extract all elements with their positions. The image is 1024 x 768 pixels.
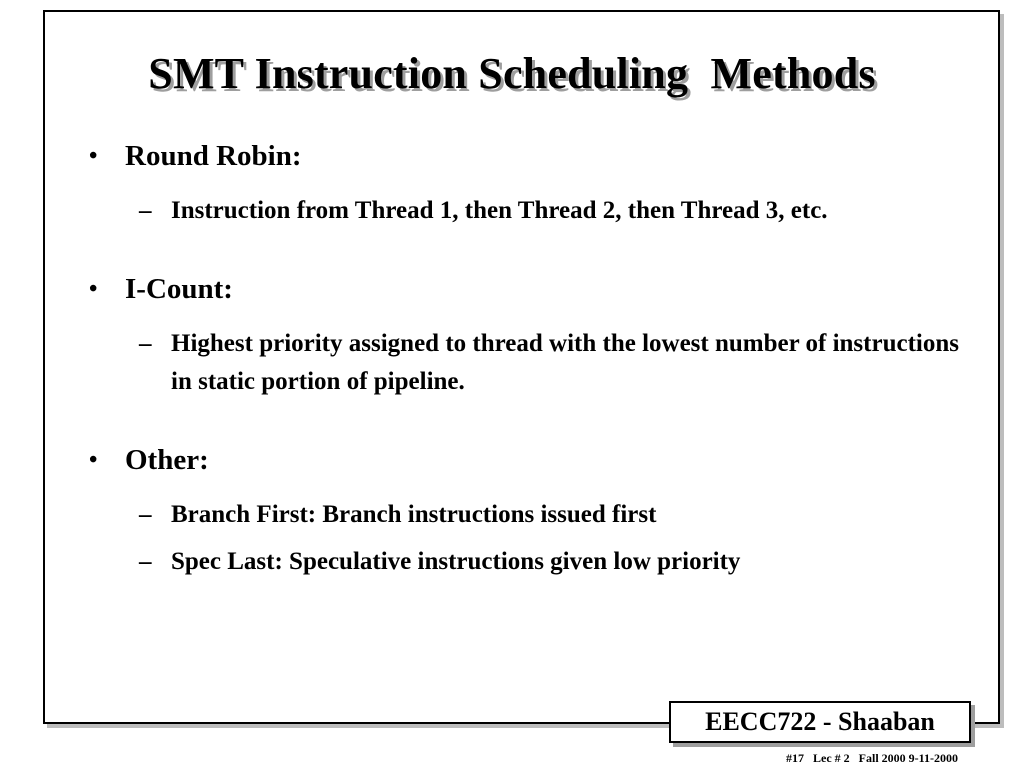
sub-bullet-text: Highest priority assigned to thread with the lowest number of instructions in static portion of pipeline.: [171, 330, 959, 395]
section-heading: Other:: [125, 444, 209, 476]
sub-bullet-item: [85, 496, 975, 534]
dash-icon: –: [139, 330, 152, 357]
slide-title: SMT Instruction Scheduling Methods: [148, 49, 876, 98]
course-label-box: EECC722 - Shaaban: [669, 701, 971, 743]
sub-bullet-text: Branch First: Branch instructions issued first: [171, 501, 657, 528]
bullet-icon: •: [89, 143, 98, 169]
dash-icon: –: [139, 197, 152, 224]
bullet-icon: •: [89, 276, 98, 302]
slide-info: #17 Lec # 2 Fall 2000 9-11-2000: [786, 751, 958, 765]
slide-content: [85, 135, 975, 581]
section-round-robin: [85, 137, 975, 230]
sub-bullet-text: Instruction from Thread 1, then Thread 2, then Thread 3, etc.: [171, 197, 828, 224]
section-i-count: [85, 270, 975, 401]
section-heading: I-Count:: [125, 273, 233, 305]
section-other: [85, 441, 975, 581]
bullet-heading: [85, 270, 975, 308]
sub-bullet-text: Spec Last: Speculative instructions given low priority: [171, 548, 741, 575]
dash-icon: –: [139, 548, 152, 575]
bullet-heading: [85, 441, 975, 479]
sub-bullet-item: [85, 192, 975, 230]
sub-bullet-item: [85, 325, 975, 401]
sub-bullet-item: [85, 543, 975, 581]
dash-icon: –: [139, 501, 152, 528]
bullet-heading: [85, 137, 975, 175]
section-heading: Round Robin:: [125, 140, 302, 172]
bullet-icon: •: [89, 447, 98, 473]
